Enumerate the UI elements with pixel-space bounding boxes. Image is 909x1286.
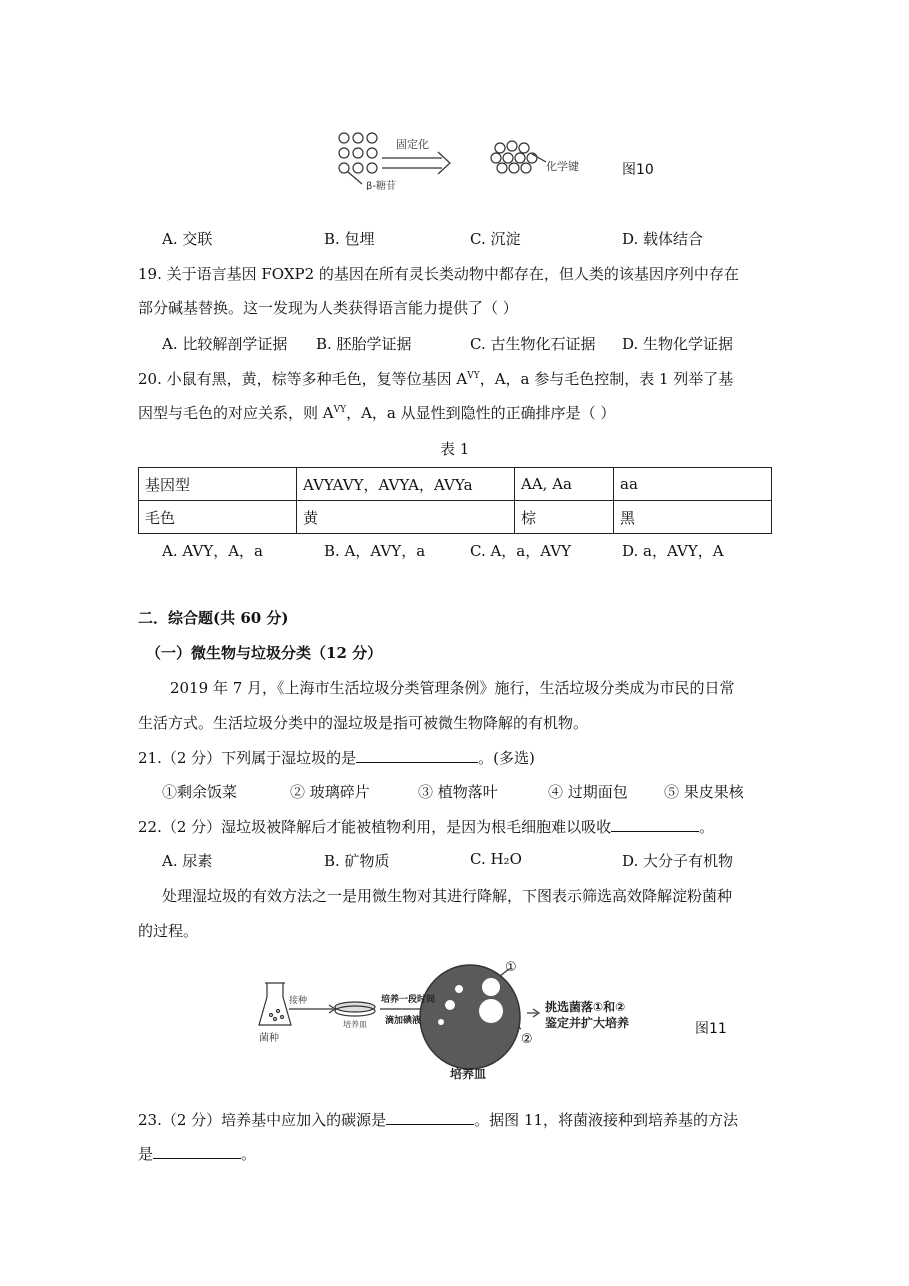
para2-line2: 的过程。	[138, 922, 199, 940]
q23-line2	[138, 1143, 256, 1164]
table-cell: 基因型	[139, 468, 297, 501]
fig11-result-line1: 挑选菌落①和②	[545, 1000, 626, 1014]
q20-line1-b: ，A，a 参与毛色控制，表 1 列举了基	[479, 370, 734, 388]
q20-option-b: B. A，AVY，a	[324, 542, 426, 560]
table-cell: 黄	[297, 501, 515, 534]
q20-line1	[138, 368, 733, 389]
q22-option-a: A. 尿素	[162, 852, 213, 870]
q21-option-5: ⑤ 果皮果核	[664, 783, 744, 801]
table-cell: AA, Aa	[515, 468, 614, 501]
fig11-dish-label: 培养皿	[450, 1067, 487, 1081]
fig10-left-label: β-糖苷	[366, 181, 396, 190]
q21-option-2: ② 玻璃碎片	[290, 783, 370, 801]
q21-text-b: 。(多选)	[478, 749, 535, 767]
q19-option-d: D. 生物化学证据	[622, 335, 734, 353]
q20-line1-a: 20. 小鼠有黑，黄，棕等多种毛色，复等位基因 A	[138, 370, 468, 388]
table-1	[138, 467, 772, 534]
table-cell: AVYAVY，AVYA，AVYa	[297, 468, 515, 501]
q21-option-1: ①剩余饭菜	[162, 783, 238, 801]
q21-text	[138, 747, 535, 768]
subsection-1-title: （一）微生物与垃圾分类（12 分）	[146, 644, 383, 662]
fig11-colony-2-label: ②	[521, 1032, 533, 1047]
fig11-small-dish-label: 培养皿	[343, 1020, 367, 1029]
intro-line2: 生活方式。生活垃圾分类中的湿垃圾是指可被微生物降解的有机物。	[138, 714, 589, 732]
q20-sup1: VY	[467, 371, 480, 381]
q18-option-d: D. 载体结合	[622, 230, 704, 248]
q19-option-c: C. 古生物化石证据	[470, 335, 596, 353]
figure-11	[255, 955, 745, 1083]
q21-answer-blank[interactable]	[356, 748, 478, 763]
q22-answer-blank[interactable]	[611, 817, 699, 832]
q22-text	[138, 816, 714, 837]
fig11-caption: 图11	[695, 1021, 727, 1037]
q21-option-4: ④ 过期面包	[548, 783, 628, 801]
q23-line2-a: 是	[138, 1145, 154, 1163]
table-row	[139, 468, 772, 501]
q22-option-d: D. 大分子有机物	[622, 852, 734, 870]
fig10-arrow-label: 固定化	[396, 138, 429, 151]
q20-option-d: D. a，AVY，A	[622, 542, 724, 560]
q22-option-c: C. H₂O	[470, 850, 522, 868]
q22-option-b: B. 矿物质	[324, 852, 390, 870]
q23-answer-blank-2[interactable]	[153, 1144, 241, 1159]
fig11-inoculate-label: 接种	[289, 996, 308, 1006]
fig11-colony-1-label: ①	[505, 960, 517, 975]
q20-sup2: VY	[333, 405, 347, 415]
q23-text-a: 23.（2 分）培养基中应加入的碳源是	[138, 1111, 387, 1129]
q19-option-a: A. 比较解剖学证据	[162, 335, 288, 353]
q18-option-a: A. 交联	[162, 230, 213, 248]
q23-text-b: 。据图 11，将菌液接种到培养基的方法	[474, 1111, 739, 1129]
q20-line2-a: 因型与毛色的对应关系，则 A	[138, 404, 334, 422]
fig10-right-label: 化学键	[546, 160, 579, 173]
q20-option-a: A. AVY，A，a	[162, 542, 263, 560]
q23-line2-b: 。	[241, 1145, 257, 1163]
q19-option-b: B. 胚胎学证据	[316, 335, 412, 353]
fig11-arrow-bottom-label: 滴加碘液	[385, 1016, 422, 1026]
q20-line2	[138, 402, 615, 423]
q18-option-c: C. 沉淀	[470, 230, 521, 248]
figure-10	[330, 128, 680, 190]
q18-option-b: B. 包埋	[324, 230, 375, 248]
section-2-title: 二．综合题(共 60 分)	[138, 609, 289, 627]
intro-line1: 2019 年 7 月，《上海市生活垃圾分类管理条例》施行，生活垃圾分类成为市民的日常	[170, 679, 735, 697]
fig10-caption: 图10	[622, 162, 654, 178]
table1-title: 表 1	[440, 440, 470, 458]
fig11-flask-label: 菌种	[259, 1033, 279, 1044]
fig11-arrow-top-label: 培养一段时间	[381, 995, 436, 1005]
q23-line1	[138, 1109, 738, 1130]
q22-text-a: 22.（2 分）湿垃圾被降解后才能被植物利用，是因为根毛细胞难以吸收	[138, 818, 612, 836]
q20-option-c: C. A，a，AVY	[470, 542, 572, 560]
table-cell: 毛色	[139, 501, 297, 534]
fig11-result-line2: 鉴定并扩大培养	[545, 1016, 630, 1030]
table-cell: 黑	[614, 501, 772, 534]
table-cell: 棕	[515, 501, 614, 534]
table-cell: aa	[614, 468, 772, 501]
q19-line1: 19. 关于语言基因 FOXP2 的基因在所有灵长类动物中都存在，但人类的该基因序列中存在	[138, 265, 739, 283]
table-row	[139, 501, 772, 534]
q21-text-a: 21.（2 分）下列属于湿垃圾的是	[138, 749, 357, 767]
q20-line2-b: ，A，a 从显性到隐性的正确排序是（ ）	[346, 404, 616, 422]
q19-line2: 部分碱基替换。这一发现为人类获得语言能力提供了（ ）	[138, 299, 518, 317]
q21-option-3: ③ 植物落叶	[418, 783, 498, 801]
q22-text-b: 。	[699, 818, 715, 836]
para2-line1: 处理湿垃圾的有效方法之一是用微生物对其进行降解，下图表示筛选高效降解淀粉菌种	[162, 887, 733, 905]
q23-answer-blank-1[interactable]	[386, 1110, 474, 1125]
